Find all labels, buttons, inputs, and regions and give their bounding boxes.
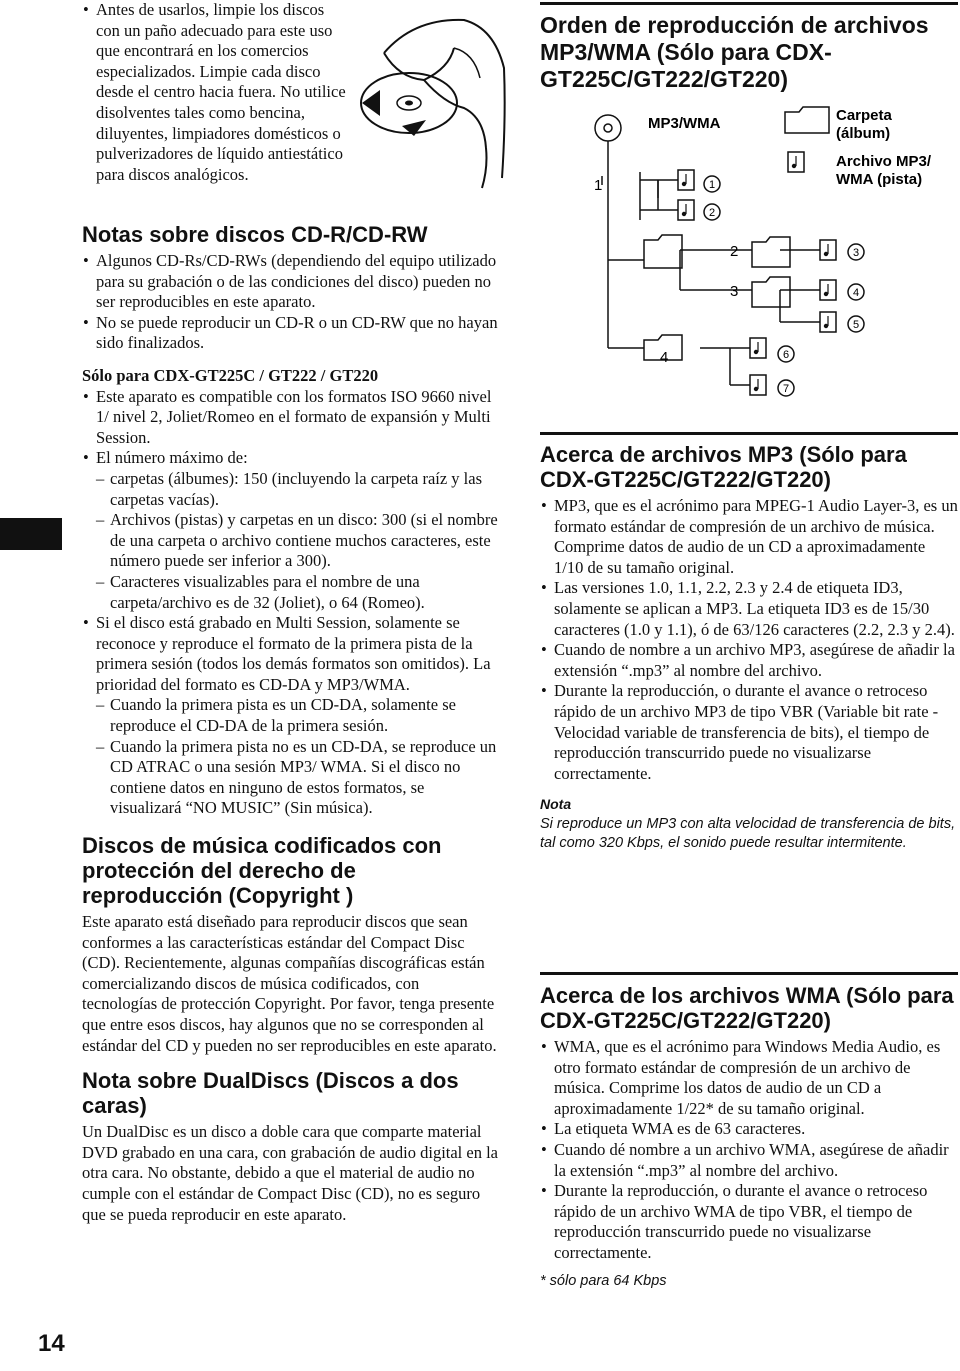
track-number-6: 6 bbox=[782, 349, 790, 361]
dualdisc-title: Nota sobre DualDiscs (Discos a dos caras) bbox=[82, 1068, 459, 1119]
wma-title: Acerca de los archivos WMA (Sólo para CDX-GT225C/GT222/GT220) bbox=[540, 983, 954, 1033]
max-dash-3: – Caracteres visualizables para el nombre de una carpeta/archivo es de 32 (Joliet), o 64 (Romeo). bbox=[82, 572, 498, 613]
wma-bullet-2: • La etiqueta WMA es de 63 caracteres. bbox=[540, 1119, 958, 1140]
mp3-title: Acerca de archivos MP3 (Sólo para CDX-GT225C/GT222/GT220) bbox=[540, 442, 907, 492]
play-order-title: Orden de reproducción de archivos MP3/WMA (Sólo para CDX-GT225C/GT222/GT220) bbox=[540, 12, 929, 92]
mp3-rule bbox=[540, 432, 958, 435]
folder-number-3: 3 bbox=[730, 283, 739, 300]
max-bullet: • El número máximo de: bbox=[82, 448, 498, 469]
folder-number-1: 1 bbox=[594, 177, 603, 194]
section-rule bbox=[540, 2, 958, 5]
copyright-title: Discos de música codificados con protección del derecho de reproducción (Copyright ) bbox=[82, 833, 442, 909]
track-number-3: 3 bbox=[852, 247, 860, 259]
session-dash-1: – Cuando la primera pista es un CD-DA, solamente se reproduce el CD-DA de la primera sesión. bbox=[82, 695, 498, 736]
track-number-5: 5 bbox=[852, 319, 860, 331]
root-label: MP3/WMA bbox=[648, 115, 721, 132]
session-bullet: • Si el disco está grabado en Multi Session, solamente se reconoce y reproduce el formato de la primera pista de la primera sesión (todos los demás formatos son omitidos). La prioridad del formato es CD-DA y MP3/WMA. bbox=[82, 613, 498, 695]
cdr-notes-title: Notas sobre discos CD-R/CD-RW bbox=[82, 222, 428, 247]
legend-folder-label-2: (álbum) bbox=[836, 125, 891, 142]
copyright-body: Este aparato está diseñado para reproducir discos que sean conformes a las características estándar del Compact Disc (CD). Recientemente, algunas compañías discográficas están comercializando discos de música codificados, con tecnologías de protección Copyright. Por favor, tenga presente que entre esos discos, hay algunos que no se corresponden al estándar del CD y pueden no ser reproducibles en este aparato. bbox=[82, 912, 497, 1055]
track-number-1: 1 bbox=[708, 179, 716, 191]
mp3-bullet-2: • Las versiones 1.0, 1.1, 2.2, 2.3 y 2.4 de etiqueta ID3, solamente se aplican a MP3. La etiqueta ID3 es de 15/30 caracteres (1.0 y 1.1), ó de 63/126 caracteres (2.2, 2.3 y 2.4). bbox=[540, 578, 958, 640]
footnote: * sólo para 64 Kbps bbox=[540, 1272, 667, 1289]
wma-bullet-4: • Durante la reproducción, o durante el avance o retroceso rápido de un archivo WMA de tipo VBR, el tiempo de reproducción transcurrido puede no visualizarse correctamente. bbox=[540, 1181, 958, 1263]
mp3-bullet-1: • MP3, que es el acrónimo para MPEG-1 Audio Layer-3, es un formato estándar de compresión de un archivo de música. Comprime datos de audio de un CD a aproximadamente 1/10 de su tamaño original. bbox=[540, 496, 958, 578]
cleaning-bullet: • Antes de usarlos, limpie los discos con un paño adecuado para este uso que encontrará en los comercios especializados. Limpie cada disco desde el centro hacia fuera. No utilice disolventes tales como bencina, diluyentes, limpiadores domésticos o pulverizadores de líquido antiestático para discos analógicos. bbox=[82, 0, 352, 185]
wma-bullet-3: • Cuando dé nombre a un archivo WMA, asegúrese de añadir la extensión “.mp3” al nombre del archivo. bbox=[540, 1140, 958, 1181]
mp3-bullet-3: • Cuando de nombre a un archivo MP3, asegúrese de añadir la extensión “.mp3” al nombre del archivo. bbox=[540, 640, 958, 681]
legend-file-label-2: WMA (pista) bbox=[836, 171, 923, 188]
track-number-7: 7 bbox=[782, 383, 790, 395]
play-order-diagram bbox=[580, 100, 960, 410]
disc-cleaning-illustration bbox=[354, 8, 514, 193]
only-for-models-heading: Sólo para CDX-GT225C / GT222 / GT220 bbox=[82, 365, 379, 385]
folder-number-2: 2 bbox=[730, 243, 739, 260]
wma-rule bbox=[540, 972, 958, 975]
session-dash-2: – Cuando la primera pista no es un CD-DA, se reproduce un CD ATRAC o una sesión MP3/ WMA. Si el disco no contiene datos en ninguno de estos formatos, se visualizará “NO MUSIC” (Sin música). bbox=[82, 737, 498, 819]
cdr-bullet-2: • No se puede reproducir un CD-R o un CD-RW que no hayan sido finalizados. bbox=[82, 313, 498, 354]
page-number: 14 bbox=[38, 1330, 65, 1357]
track-number-2: 2 bbox=[708, 207, 716, 219]
compat-bullet: • Este aparato es compatible con los formatos ISO 9660 nivel 1/ nivel 2, Joliet/Romeo en el formato de expansión y Multi Session. bbox=[82, 387, 498, 449]
note-body: Si reproduce un MP3 con alta velocidad de transferencia de bits, tal como 320 Kbps, el sonido puede resultar intermitente. bbox=[540, 815, 956, 852]
max-dash-1: – carpetas (álbumes): 150 (incluyendo la carpeta raíz y las carpetas vacías). bbox=[82, 469, 498, 510]
wma-bullet-1: • WMA, que es el acrónimo para Windows Media Audio, es otro formato estándar de compresión de un archivo de música. Comprime los datos de audio de un CD a aproximadamente 1/22* de su tamaño original. bbox=[540, 1037, 958, 1119]
folder-number-4: 4 bbox=[660, 349, 669, 366]
legend-folder-label-1: Carpeta bbox=[836, 107, 892, 124]
dualdisc-body: Un DualDisc es un disco a doble cara que comparte material DVD grabado en una cara, con grabación de audio digital en la otra cara. No obstante, debido a que el material de audio no cumple con el estándar de Compact Disc (CD), no es seguro que se pueda reproducir en este aparato. bbox=[82, 1122, 498, 1224]
track-number-4: 4 bbox=[852, 287, 860, 299]
section-tab-marker bbox=[0, 518, 62, 550]
max-dash-2: – Archivos (pistas) y carpetas en un disco: 300 (si el nombre de una carpeta o archivo contiene muchos caracteres, este número puede ser inferior a 300). bbox=[82, 510, 498, 572]
legend-file-label-1: Archivo MP3/ bbox=[836, 153, 932, 170]
mp3-bullet-4: • Durante la reproducción, o durante el avance o retroceso rápido de un archivo MP3 de tipo VBR (Variable bit rate - Velocidad variable de transferencia de bits), el tiempo de reproducción transcurrido puede no visualizarse correctamente. bbox=[540, 681, 958, 784]
cdr-bullet-1: • Algunos CD-Rs/CD-RWs (dependiendo del equipo utilizado para su grabación o de las condiciones del disco) pueden no ser reproducibles en este aparato. bbox=[82, 251, 498, 313]
note-title: Nota bbox=[540, 796, 572, 813]
